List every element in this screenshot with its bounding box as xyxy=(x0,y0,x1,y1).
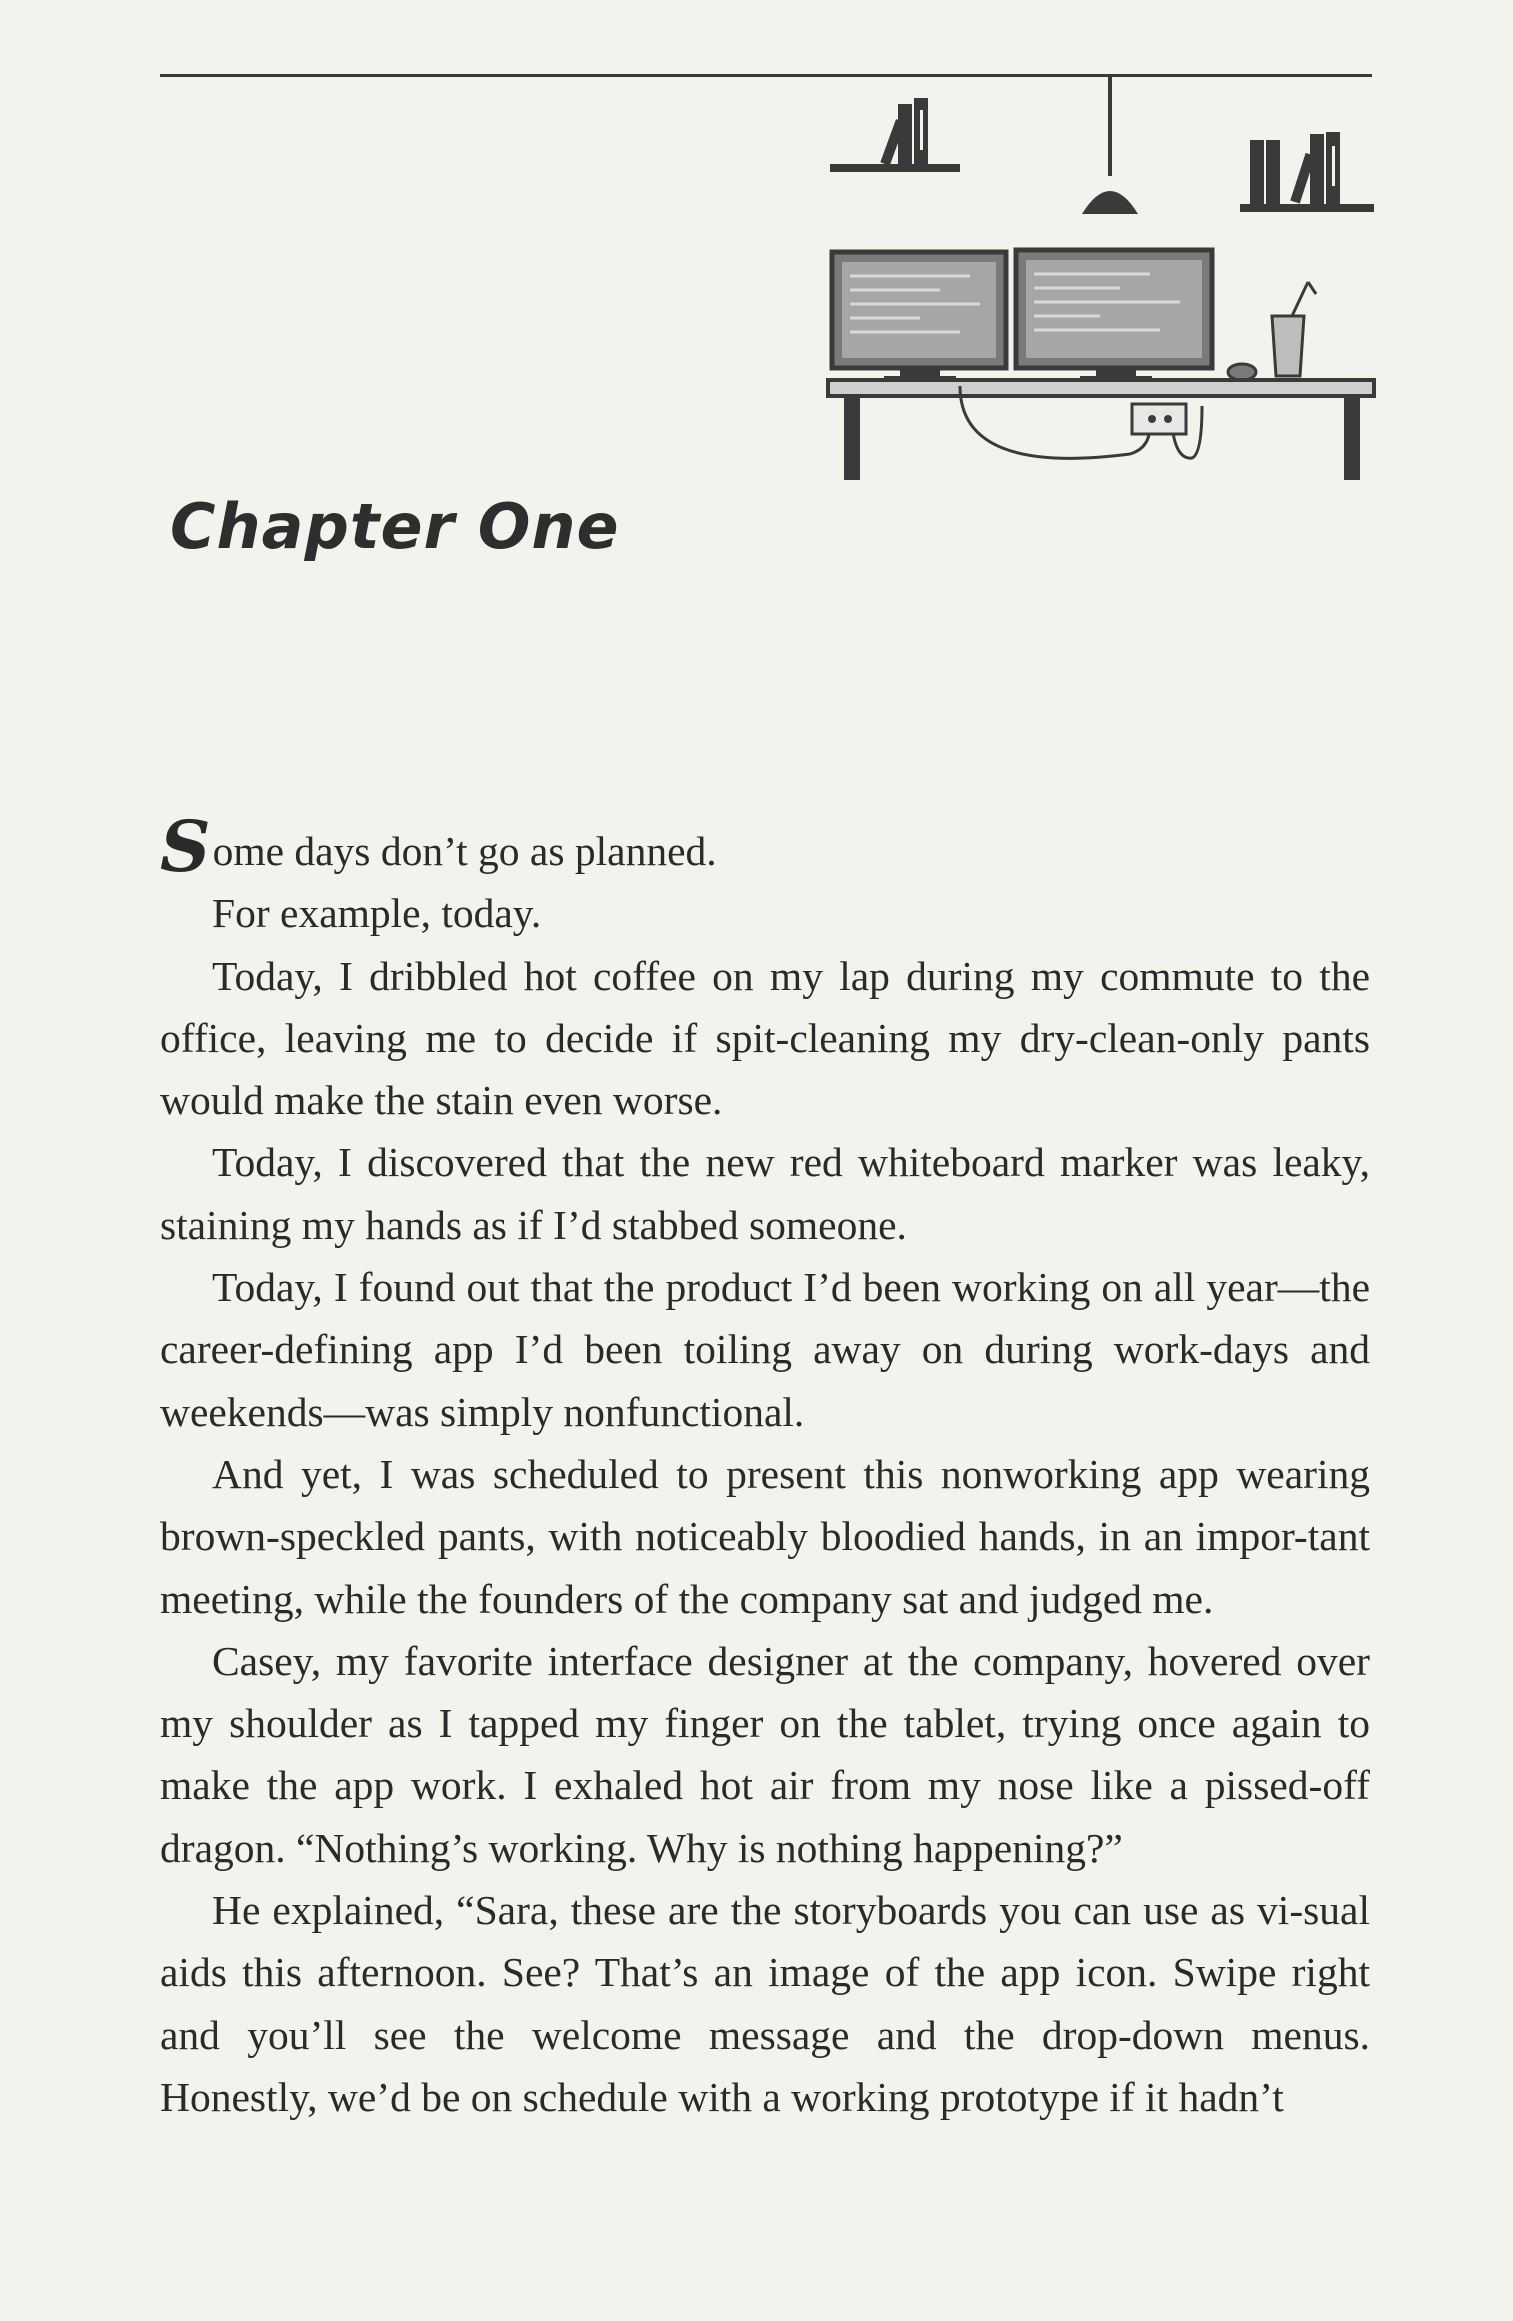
desk-icon xyxy=(828,380,1374,480)
opening-text: ome days don’t go as planned. xyxy=(212,828,717,874)
paragraph: He explained, “Sara, these are the storyboards you can use as vi-sual aids this afternoon. See? That’s an image of the app icon. Swipe right and you’ll see the welcome message and the drop-down menus. Honestly, we’d be on schedule with a working prototype if it hadn’t xyxy=(160,1887,1370,2120)
opening-paragraph xyxy=(160,805,1370,888)
paragraph: Today, I dribbled hot coffee on my lap during my commute to the office, leaving me to decide if spit-cleaning my dry-clean-only pants would make the stain even worse. xyxy=(160,952,1370,1124)
paragraph: And yet, I was scheduled to present this nonworking app wearing brown-speckled pants, with noticeably bloodied hands, in an impor-tant meeting, while the founders of the company sat and judged me. xyxy=(160,1450,1370,1622)
pendant-lamp-icon xyxy=(1082,76,1138,214)
paragraph: Casey, my favorite interface designer at the company, hovered over my shoulder as I tapped my finger on the tablet, trying once again to make the app work. I exhaled hot air from my nose like a pissed-off dragon. “Nothing’s working. Why is nothing happening?” xyxy=(160,1637,1370,1871)
chapter-body xyxy=(160,805,1370,2128)
bookshelf-icon xyxy=(830,98,960,172)
paragraph: Today, I found out that the product I’d been working on all year—the career-defining app I’d been toiling away on during work-days and weekends—was simply nonfunctional. xyxy=(160,1264,1370,1435)
power-outlet-icon xyxy=(1132,404,1186,434)
paragraph: Today, I discovered that the new red whiteboard marker was leaky, staining my hands as if I’d stabbed someone. xyxy=(160,1139,1370,1248)
monitor-icon xyxy=(1016,250,1212,381)
bookshelf-icon xyxy=(1240,132,1374,212)
cup-icon xyxy=(1272,282,1316,376)
chapter-title: Chapter One xyxy=(170,490,620,563)
monitor-icon xyxy=(832,252,1006,381)
desk-illustration xyxy=(820,76,1380,496)
paragraph: For example, today. xyxy=(212,890,542,937)
drop-cap: S xyxy=(160,805,211,888)
